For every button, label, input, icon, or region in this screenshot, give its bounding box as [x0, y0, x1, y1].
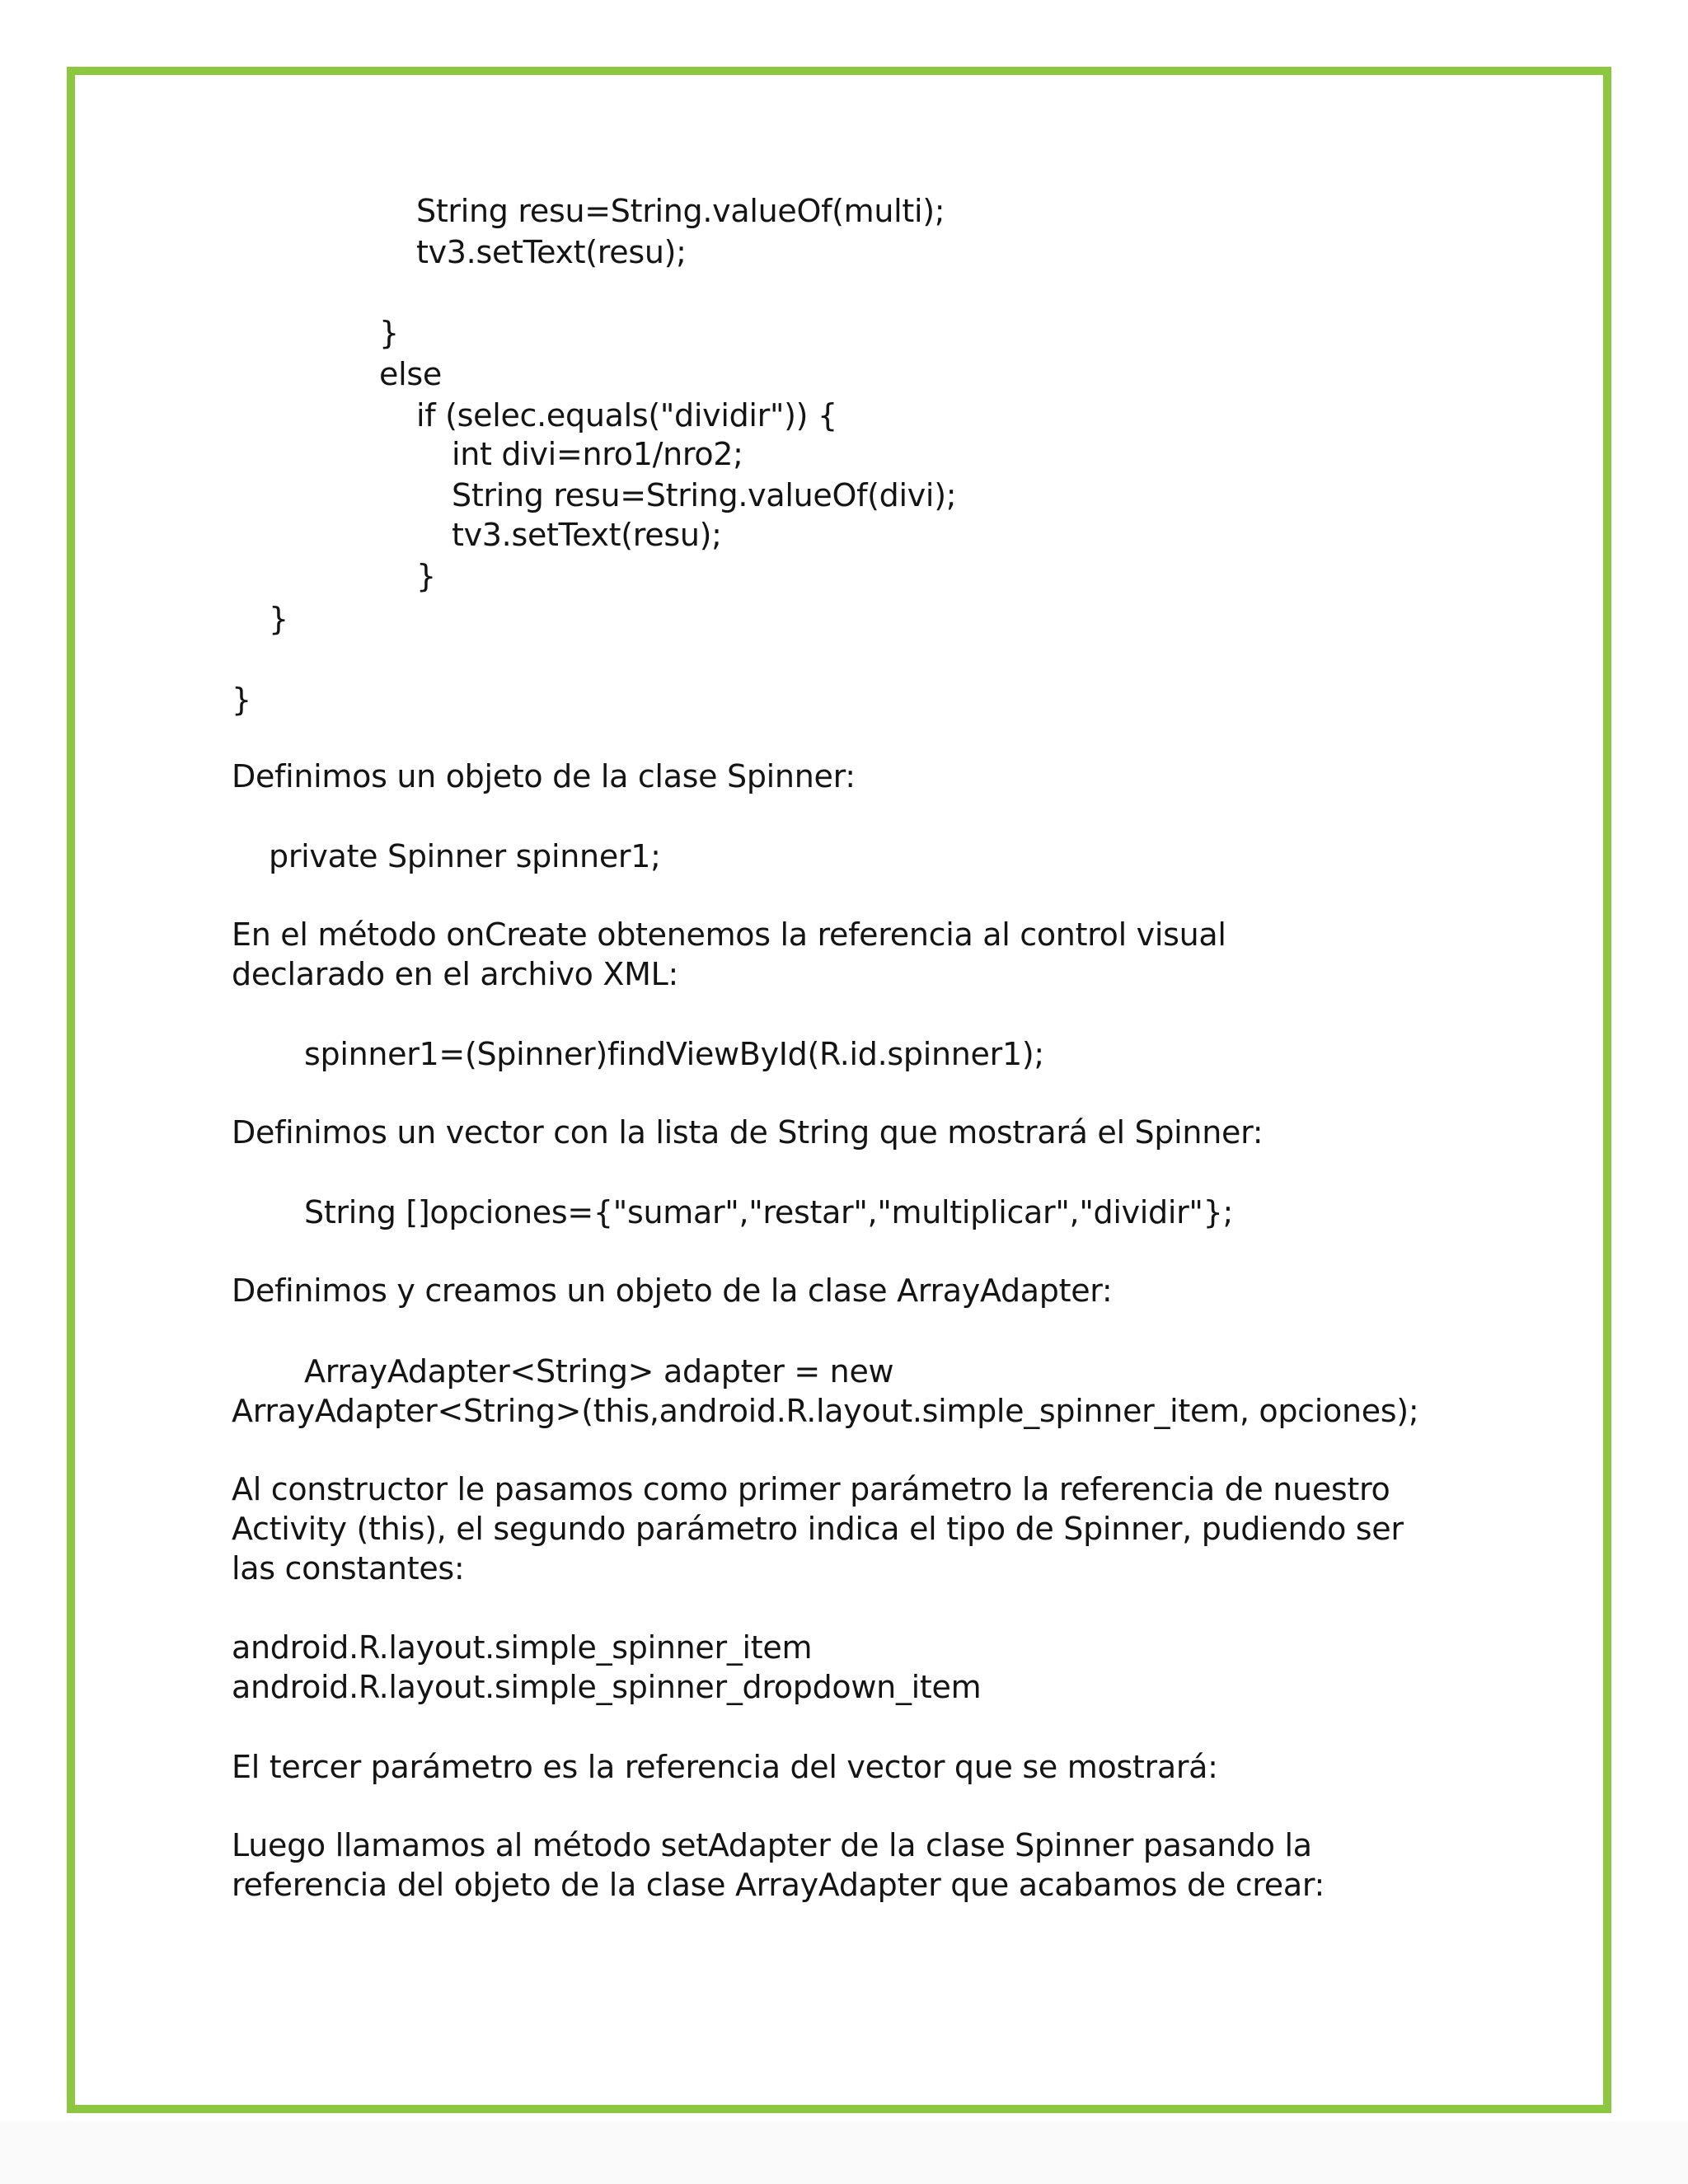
paragraph: Definimos un objeto de la clase Spinner:: [232, 758, 856, 794]
paragraph-line: En el método onCreate obtenemos la referencia al control visual: [232, 916, 1226, 953]
code-line: int divi=nro1/nro2;: [452, 436, 743, 472]
code-line: spinner1=(Spinner)findViewById(R.id.spinner1);: [304, 1036, 1044, 1072]
code-line: else: [379, 356, 442, 392]
code-line: tv3.setText(resu);: [416, 234, 687, 270]
page-border: [67, 67, 1611, 2113]
paragraph-line: declarado en el archivo XML:: [232, 956, 678, 992]
paragraph-line: las constantes:: [232, 1550, 465, 1586]
code-line: }: [416, 558, 436, 594]
paragraph-line: referencia del objeto de la clase ArrayAdapter que acabamos de crear:: [232, 1867, 1325, 1903]
code-line: String resu=String.valueOf(divi);: [452, 477, 957, 513]
code-line: String resu=String.valueOf(multi);: [416, 193, 945, 229]
code-line: }: [232, 682, 251, 718]
paragraph-line: Al constructor le pasamos como primer parámetro la referencia de nuestro: [232, 1471, 1390, 1507]
page-bottom-margin: [0, 2121, 1688, 2184]
paragraph-line: Luego llamamos al método setAdapter de la clase Spinner pasando la: [232, 1827, 1312, 1863]
code-line: tv3.setText(resu);: [452, 517, 722, 553]
paragraph: Definimos y creamos un objeto de la clase ArrayAdapter:: [232, 1272, 1113, 1309]
code-line: ArrayAdapter<String>(this,android.R.layout.simple_spinner_item, opciones);: [232, 1393, 1419, 1429]
paragraph-line: Activity (this), el segundo parámetro indica el tipo de Spinner, pudiendo ser: [232, 1511, 1404, 1547]
constant-line: android.R.layout.simple_spinner_item: [232, 1629, 813, 1666]
code-line: String []opciones={"sumar","restar","multiplicar","dividir"};: [304, 1194, 1233, 1230]
paragraph: El tercer parámetro es la referencia del vector que se mostrará:: [232, 1749, 1218, 1785]
code-line: private Spinner spinner1;: [269, 838, 661, 874]
code-line: }: [269, 601, 288, 637]
code-line: if (selec.equals("dividir")) {: [416, 397, 837, 434]
code-line: ArrayAdapter<String> adapter = new: [304, 1353, 894, 1390]
constant-line: android.R.layout.simple_spinner_dropdown_item: [232, 1669, 982, 1705]
code-line: }: [379, 315, 399, 351]
paragraph: Definimos un vector con la lista de String que mostrará el Spinner:: [232, 1114, 1264, 1151]
